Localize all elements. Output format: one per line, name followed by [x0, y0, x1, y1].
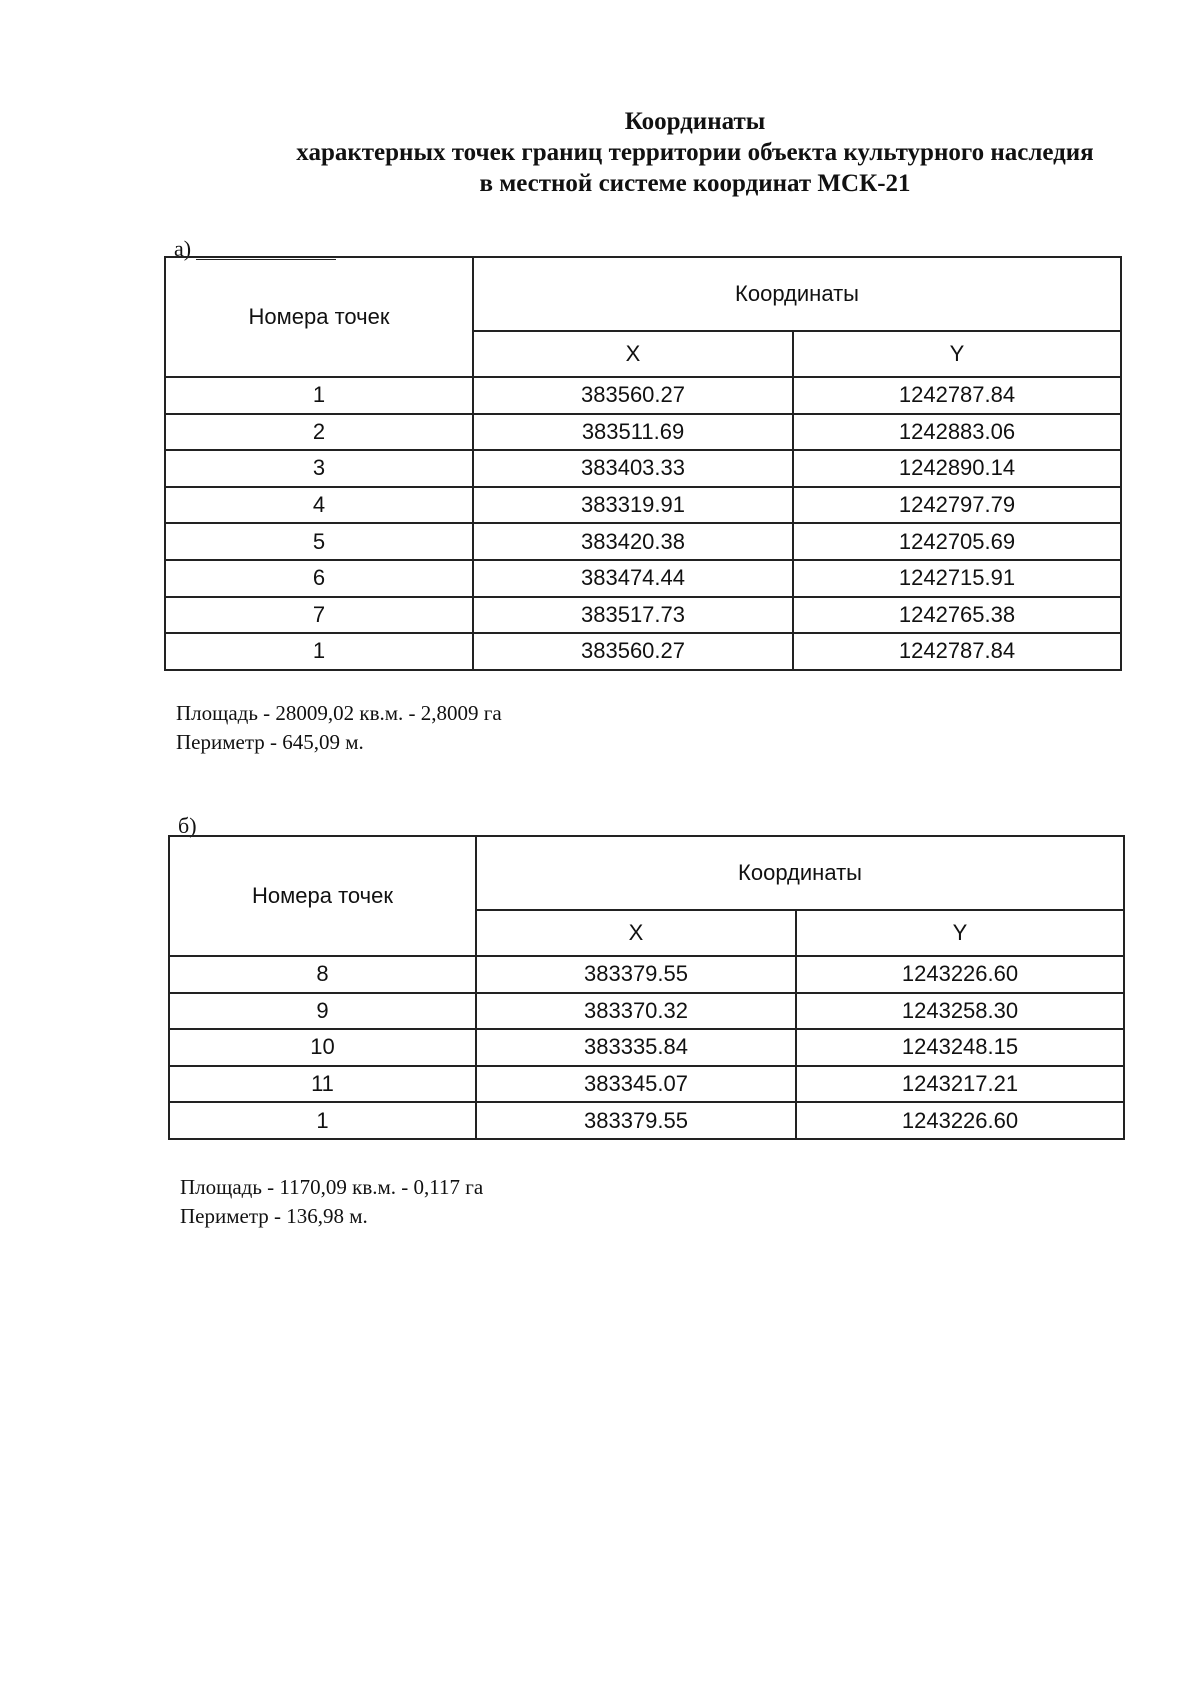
x-coordinate-cell: 383335.84 — [476, 1029, 796, 1066]
point-number-cell: 5 — [165, 523, 473, 560]
y-coordinate-cell: 1243258.30 — [796, 993, 1124, 1030]
y-coordinate-cell: 1242765.38 — [793, 597, 1121, 634]
y-coordinate-cell: 1242787.84 — [793, 633, 1121, 670]
header-coordinates: Координаты — [473, 257, 1121, 331]
y-coordinate-cell: 1243226.60 — [796, 1102, 1124, 1139]
header-x: X — [473, 331, 793, 377]
table-row — [165, 560, 1121, 597]
section-b-summary — [180, 1173, 483, 1231]
header-x: X — [476, 910, 796, 956]
header-y: Y — [793, 331, 1121, 377]
table-row — [169, 956, 1124, 993]
y-coordinate-cell: 1243248.15 — [796, 1029, 1124, 1066]
area-text: Площадь - 1170,09 кв.м. - 0,117 га — [180, 1175, 484, 1199]
section-label-text: б) — [178, 813, 197, 838]
area-text: Площадь - 28009,02 кв.м. - 2,8009 га — [176, 701, 502, 725]
x-coordinate-cell: 383345.07 — [476, 1066, 796, 1103]
perimeter-text: Периметр - 645,09 м. — [176, 730, 364, 754]
table-row — [165, 487, 1121, 524]
title-line-2: характерных точек границ территории объекта культурного наследия — [296, 139, 1094, 166]
header-point-numbers: Номера точек — [169, 836, 476, 956]
point-number-cell: 10 — [169, 1029, 476, 1066]
y-coordinate-cell: 1242890.14 — [793, 450, 1121, 487]
coordinates-table-a — [164, 256, 1122, 671]
x-coordinate-cell: 383517.73 — [473, 597, 793, 634]
header-y: Y — [796, 910, 1124, 956]
title-line-3: в местной системе координат МСК-21 — [479, 170, 911, 197]
table-row — [169, 1066, 1124, 1103]
point-number-cell: 8 — [169, 956, 476, 993]
point-number-cell: 1 — [169, 1102, 476, 1139]
x-coordinate-cell: 383560.27 — [473, 633, 793, 670]
x-coordinate-cell: 383379.55 — [476, 956, 796, 993]
table-row — [165, 597, 1121, 634]
table-row — [169, 1029, 1124, 1066]
section-a-summary — [176, 699, 502, 757]
point-number-cell: 9 — [169, 993, 476, 1030]
section-label-text: а) — [174, 236, 192, 261]
point-number-cell: 6 — [165, 560, 473, 597]
coordinates-table-b — [168, 835, 1125, 1140]
y-coordinate-cell: 1242715.91 — [793, 560, 1121, 597]
point-number-cell: 3 — [165, 450, 473, 487]
y-coordinate-cell: 1243226.60 — [796, 956, 1124, 993]
x-coordinate-cell: 383511.69 — [473, 414, 793, 451]
header-coordinates: Координаты — [476, 836, 1124, 910]
table-row — [165, 450, 1121, 487]
table-row — [165, 633, 1121, 670]
y-coordinate-cell: 1242705.69 — [793, 523, 1121, 560]
y-coordinate-cell: 1243217.21 — [796, 1066, 1124, 1103]
x-coordinate-cell: 383403.33 — [473, 450, 793, 487]
y-coordinate-cell: 1242797.79 — [793, 487, 1121, 524]
point-number-cell: 7 — [165, 597, 473, 634]
point-number-cell: 1 — [165, 633, 473, 670]
x-coordinate-cell: 383379.55 — [476, 1102, 796, 1139]
document-title — [150, 106, 1200, 199]
y-coordinate-cell: 1242883.06 — [793, 414, 1121, 451]
point-number-cell: 1 — [165, 377, 473, 414]
x-coordinate-cell: 383319.91 — [473, 487, 793, 524]
x-coordinate-cell: 383420.38 — [473, 523, 793, 560]
table-row — [165, 377, 1121, 414]
point-number-cell: 2 — [165, 414, 473, 451]
x-coordinate-cell: 383474.44 — [473, 560, 793, 597]
x-coordinate-cell: 383560.27 — [473, 377, 793, 414]
perimeter-text: Периметр - 136,98 м. — [180, 1204, 368, 1228]
y-coordinate-cell: 1242787.84 — [793, 377, 1121, 414]
point-number-cell: 4 — [165, 487, 473, 524]
table-row — [169, 993, 1124, 1030]
table-row — [169, 1102, 1124, 1139]
header-point-numbers: Номера точек — [165, 257, 473, 377]
point-number-cell: 11 — [169, 1066, 476, 1103]
title-line-1: Координаты — [624, 108, 766, 135]
table-row — [165, 414, 1121, 451]
section-b-label — [178, 815, 197, 837]
table-row — [165, 523, 1121, 560]
x-coordinate-cell: 383370.32 — [476, 993, 796, 1030]
